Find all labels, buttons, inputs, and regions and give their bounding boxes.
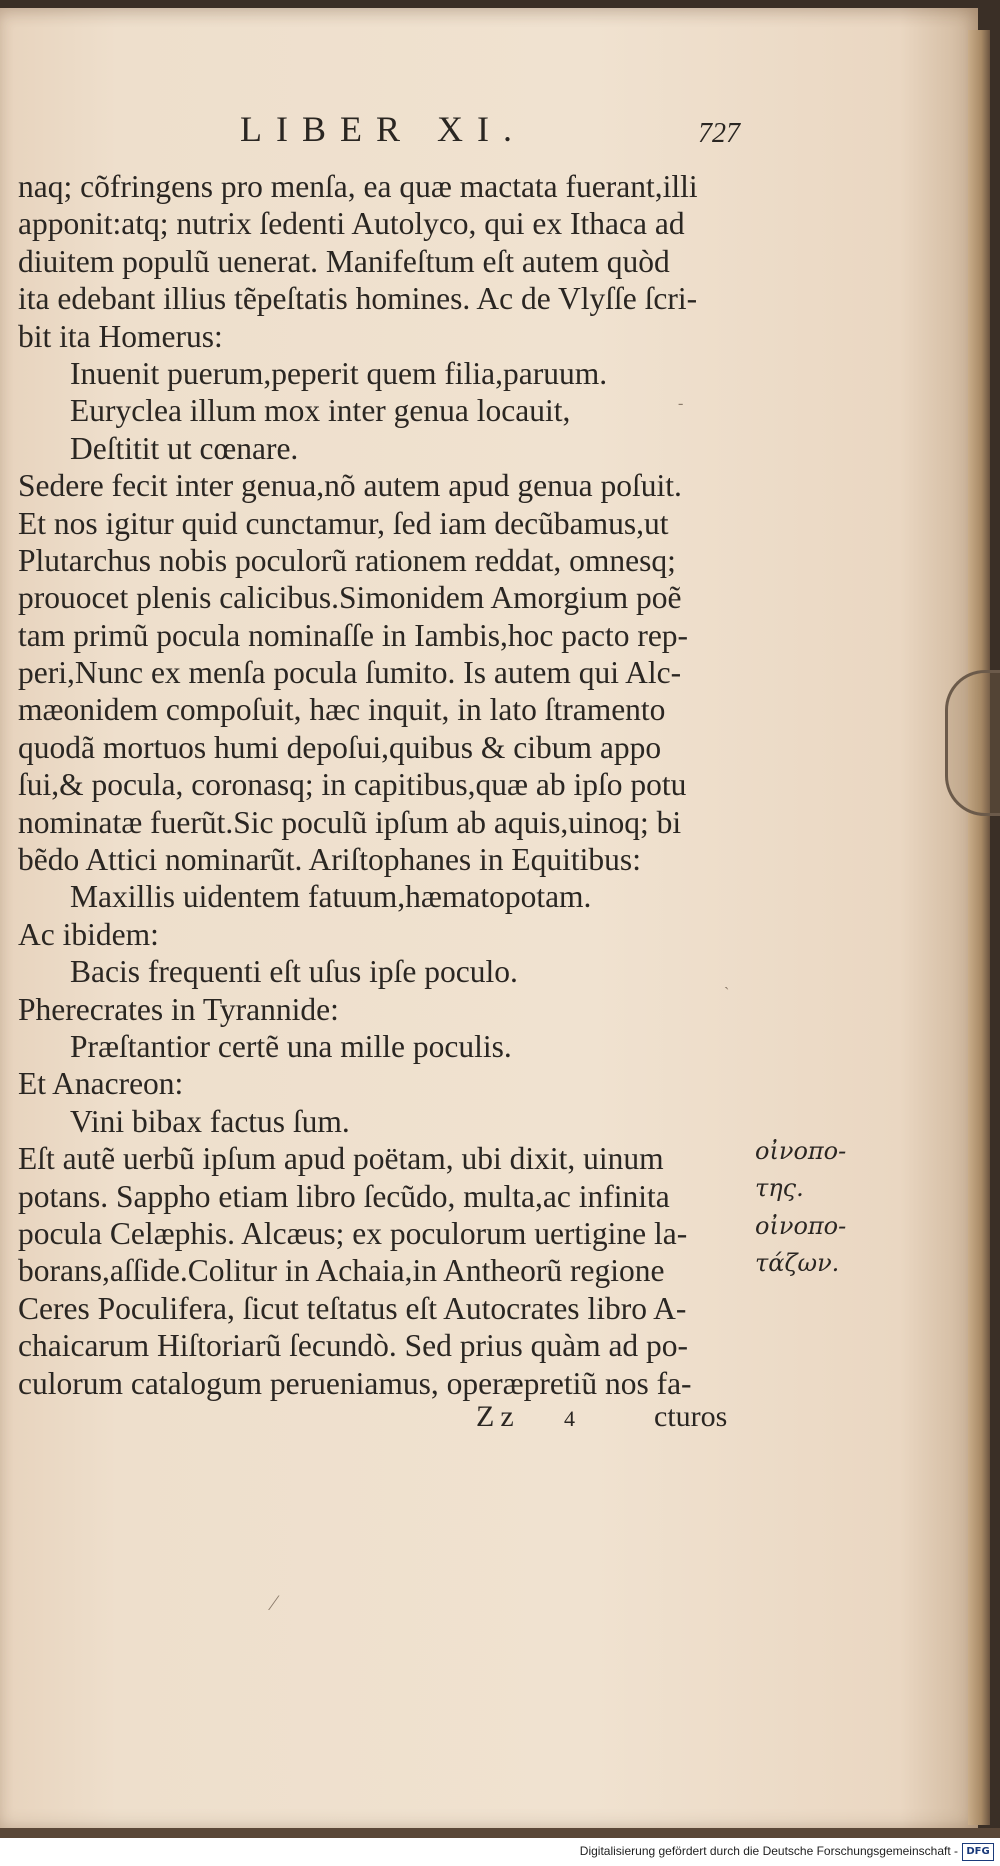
- margin-note: οἰνοπο-: [755, 1137, 847, 1165]
- signature-number: 4: [564, 1406, 575, 1431]
- page-number: 727: [698, 118, 740, 149]
- margin-notes: [755, 1133, 855, 1283]
- text-line: Ceres Poculifera, ſicut teſtatus eſt Autocrates libro A-: [18, 1290, 687, 1326]
- margin-note: οἰνοπο-: [755, 1211, 847, 1240]
- text-line: quodã mortuos humi depoſui,quibus & cibum appo: [18, 729, 662, 765]
- text-line: Pherecrates in Tyrannide:: [18, 991, 339, 1027]
- dfg-logo-icon: DFG: [962, 1843, 994, 1861]
- verse-line: Maxillis uidentem fatuum,hæmatopotam.: [70, 879, 592, 915]
- text-line: Et Anacreon:: [18, 1066, 184, 1102]
- text-line: Et nos igitur quid cunctamur, ſed iam decũbamus,ut: [18, 505, 669, 541]
- paper-speck: ⁄: [272, 1590, 276, 1615]
- verse-line: Deſtitit ut cœnare.: [70, 430, 299, 466]
- text-line: bẽdo Attici nominarũt. Ariſtophanes in Equitibus:: [18, 842, 641, 878]
- text-line: ita edebant illius tẽpeſtatis homines. Ac de Vlyſſe ſcri-: [18, 281, 698, 317]
- footer-credit: Digitalisierung gefördert durch die Deutsche Forschungsgemeinschaft -: [579, 1844, 958, 1858]
- verse-line: Præſtantior certẽ una mille poculis.: [70, 1028, 512, 1064]
- text-line: prouocet plenis calicibus.Simonidem Amorgium poẽ: [18, 580, 682, 616]
- signature-mark: Zz: [476, 1400, 520, 1433]
- text-line: culorum catalogum perueniamus, operæpretiũ nos fa-: [18, 1365, 692, 1401]
- verse-line: Bacis frequenti eſt uſus ipſe poculo.: [70, 954, 518, 990]
- text-line: pocula Celæphis. Alcæus; ex poculorum uertigine la-: [18, 1215, 688, 1251]
- page-edge: [968, 30, 990, 1825]
- text-line: mæonidem compoſuit, hæc inquit, in lato ſtramento: [18, 692, 666, 728]
- text-line: bit ita Homerus:: [18, 318, 223, 354]
- page-bottom-edge: [0, 1828, 1000, 1838]
- main-text: [18, 168, 758, 1402]
- catchword: cturos: [654, 1400, 728, 1433]
- text-line: tam primũ pocula nominaſſe in Iambis,hoc pacto rep-: [18, 617, 689, 653]
- verse-line: Inuenit puerum,peperit quem filia,paruum.: [70, 355, 608, 391]
- text-line: Ac ibidem:: [18, 916, 159, 952]
- text-line: peri,Nunc ex menſa pocula ſumito. Is autem qui Alc-: [18, 655, 682, 691]
- page-header: [0, 108, 1000, 158]
- text-line: borans,aſſide.Colitur in Achaia,in Antheorũ regione: [18, 1253, 665, 1289]
- text-line: apponit:atq; nutrix ſedenti Autolyco, qui ex Ithaca ad: [18, 206, 685, 242]
- margin-note: τάζων.: [755, 1249, 840, 1278]
- text-line: chaicarum Hiſtoriarũ ſecundò. Sed prius quàm ad po-: [18, 1328, 689, 1364]
- paper-speck: `: [724, 985, 730, 1002]
- verse-line: Vini bibax factus ſum.: [70, 1103, 350, 1139]
- catchline: [0, 1400, 1000, 1440]
- text-line: diuitem populũ uenerat. Manifeſtum eſt autem quòd: [18, 243, 670, 279]
- text-line: naq; cõfringens pro menſa, ea quæ mactata fuerant,illi: [18, 169, 698, 204]
- digitization-footer: [0, 1838, 1000, 1866]
- text-line: Plutarchus nobis poculorũ rationem reddat, omnesq;: [18, 542, 676, 578]
- running-head: LIBER XI.: [240, 109, 526, 149]
- text-line: nominatæ fuerũt.Sic poculũ ipſum ab aquis,uinoq; bi: [18, 804, 682, 840]
- text-line: Sedere fecit inter genua,nõ autem apud genua poſuit.: [18, 468, 682, 504]
- page-clip: [945, 670, 1000, 816]
- text-line: ſui,& pocula, coronasq; in capitibus,quæ ab ipſo potu: [18, 767, 687, 803]
- margin-note: της.: [755, 1174, 804, 1203]
- verse-line: Euryclea illum mox inter genua locauit,: [70, 393, 571, 429]
- paper-speck: -: [678, 395, 684, 412]
- text-line: Eſt autẽ uerbũ ipſum apud poëtam, ubi dixit, uinum: [18, 1141, 664, 1177]
- text-line: potans. Sappho etiam libro ſecũdo, multa,ac infinita: [18, 1178, 670, 1214]
